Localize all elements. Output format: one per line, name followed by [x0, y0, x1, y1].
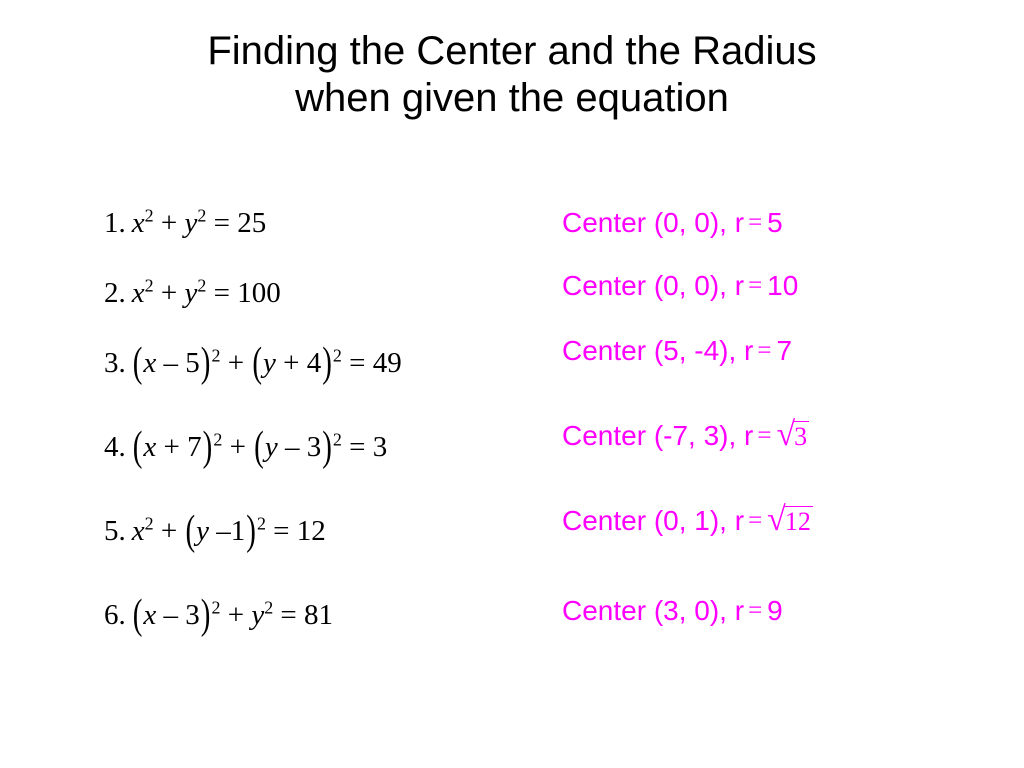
answer-center: Center (0, 0), r — [562, 270, 745, 301]
answer-row — [562, 207, 783, 239]
page-title — [0, 28, 1024, 122]
answer-row — [562, 335, 792, 367]
equation-row — [104, 277, 281, 310]
answer-equals: = — [748, 209, 763, 236]
equation-number: 2. — [104, 277, 126, 309]
equation-row — [104, 339, 402, 386]
equation-expression: $x^2 + y^2 = 25$ — [131, 205, 267, 239]
answer-center: Center (0, 1), r — [562, 505, 745, 536]
answer-radius: 3 — [794, 422, 808, 452]
answer-center: Center (-7, 3), r — [562, 420, 754, 451]
answer-row — [562, 595, 783, 627]
content-columns — [0, 195, 1024, 695]
equation-expression: $(x - 5)^2 + (y + 4)^2 = 49$ — [132, 339, 402, 386]
answer-equals: = — [748, 597, 763, 624]
answer-equals: = — [748, 272, 763, 299]
answer-center: Center (0, 0), r — [562, 207, 745, 238]
equation-number: 4. — [104, 431, 126, 463]
equation-expression: $x^2 + (y$ –1)$^2$ = 12 — [131, 507, 326, 554]
answer-equals: = — [757, 337, 772, 364]
equation-expression: $x^2 + y^2 = 100$ — [131, 275, 281, 309]
equation-number: 5. — [104, 515, 126, 547]
answer-row — [562, 416, 809, 454]
equation-number: 1. — [104, 207, 126, 239]
equation-number: 6. — [104, 599, 126, 631]
equation-number: 3. — [104, 347, 126, 379]
answer-row — [562, 270, 798, 302]
equation-row — [104, 423, 388, 470]
square-root-icon: √ 3 — [776, 416, 808, 454]
answer-radius: 7 — [776, 335, 793, 366]
answer-radius: 10 — [767, 270, 799, 301]
answer-equals: = — [757, 422, 772, 449]
square-root-icon: √ 12 — [767, 501, 811, 539]
answer-radius: 9 — [767, 595, 783, 626]
answer-center: Center (5, -4), r — [562, 335, 754, 366]
equation-row — [104, 591, 334, 638]
answer-row — [562, 501, 813, 539]
page-title-line2: when given the equation — [295, 76, 729, 121]
equation-expression: $(x + 7)^2 + (y - 3)^2 = 3$ — [132, 423, 388, 470]
page-title-line1: Finding the Center and the Radius — [207, 29, 817, 73]
answer-radius: 12 — [784, 507, 811, 537]
answer-equals: = — [748, 507, 763, 534]
answer-radius: 5 — [767, 207, 783, 238]
answer-center: Center (3, 0), r — [562, 595, 745, 626]
equation-row — [104, 507, 326, 554]
equation-expression: $(x - 3)^2 + y^2 = 81$ — [132, 591, 334, 638]
equation-row — [104, 207, 266, 240]
